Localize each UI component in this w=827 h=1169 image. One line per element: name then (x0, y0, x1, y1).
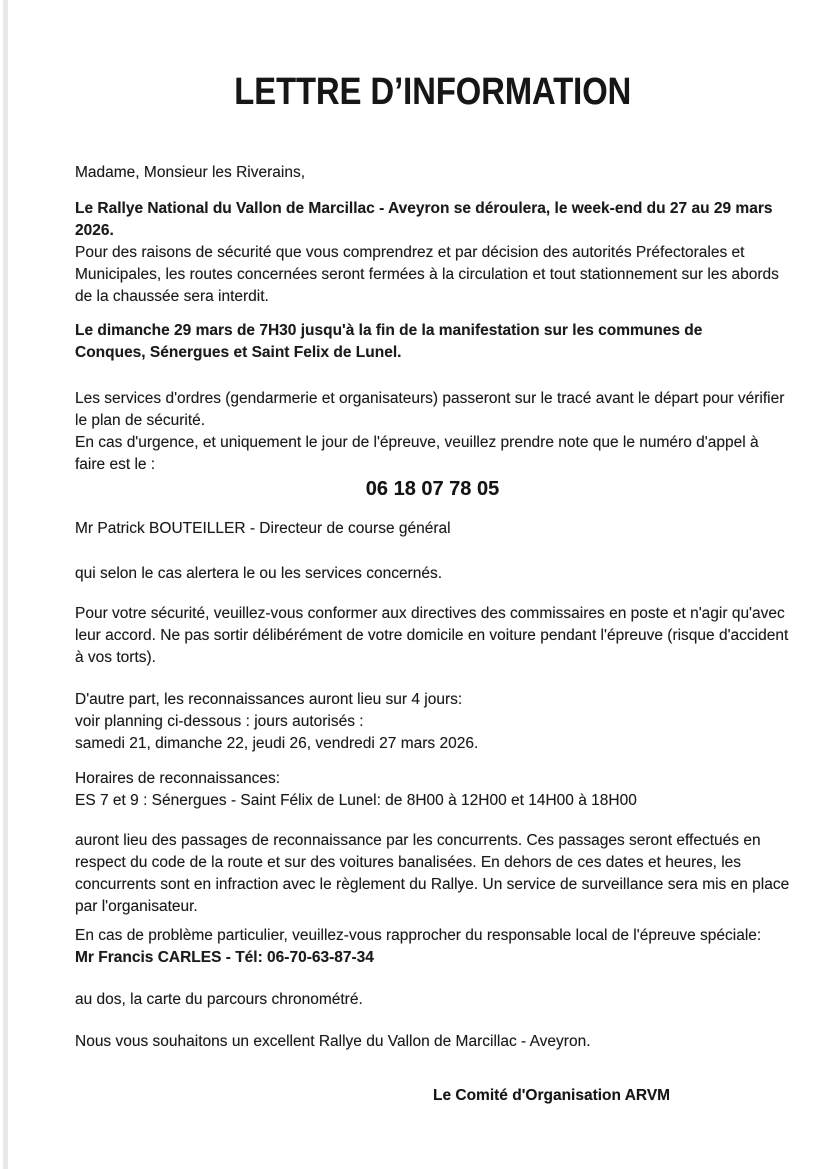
road-closure-line-1: Le dimanche 29 mars de 7H30 jusqu'à la fin de la manifestation sur les communes de (75, 322, 703, 339)
race-director (75, 518, 790, 540)
safety-advice-line-2: leur accord. Ne pas sortir délibérément de votre domicile en voiture pendant l'épreuve (risque d'accident (75, 627, 789, 644)
recon-passages-line-3: concurrents sont en infraction avec le règlement du Rallye. Un service de surveillance sera mis en place (75, 876, 790, 893)
recon-passages-line-2: respect du code de la route et sur des voitures banalisées. En dehors de ces dates et heures, les (75, 854, 742, 871)
map-note (75, 989, 790, 1011)
event-announcement-line-2: 2026. (75, 222, 114, 239)
closing-wish-line: Nous vous souhaitons un excellent Rallye du Vallon de Marcillac - Aveyron. (75, 1033, 591, 1050)
signature-committee (433, 1085, 790, 1107)
paragraph-safety-advice (75, 603, 790, 669)
paragraph-recon-days (75, 689, 790, 755)
event-announcement-line-3: Pour des raisons de sécurité que vous comprendrez et par décision des autorités Préfectorales et (75, 244, 745, 261)
security-services-line-4: faire est le : (75, 456, 156, 473)
race-director-line: Mr Patrick BOUTEILLER - Directeur de course général (75, 520, 451, 537)
signature-line: Le Comité d'Organisation ARVM (433, 1087, 671, 1104)
safety-advice-line-3: à vos torts). (75, 649, 156, 666)
paragraph-road-closure (75, 320, 790, 364)
security-services-line-2: le plan de sécurité. (75, 412, 206, 429)
paragraph-local-contact (75, 925, 790, 969)
recon-days-line-1: D'autre part, les reconnaissances auront lieu sur 4 jours: (75, 691, 463, 708)
safety-advice-line-1: Pour votre sécurité, veuillez-vous conformer aux directives des commissaires en poste et n'agir qu'avec (75, 605, 785, 622)
director-note (75, 563, 790, 585)
recon-days-line-3: samedi 21, dimanche 22, jeudi 26, vendredi 27 mars 2026. (75, 735, 479, 752)
paragraph-event-announcement (75, 198, 790, 308)
recon-hours-line-1: Horaires de reconnaissances: (75, 770, 281, 787)
road-closure-line-2: Conques, Sénergues et Saint Felix de Lunel. (75, 344, 402, 361)
local-contact-intro-line: En cas de problème particulier, veuillez-vous rapprocher du responsable local de l'épreuve spéciale: (75, 927, 762, 944)
event-announcement-line-5: de la chaussée sera interdit. (75, 288, 269, 305)
security-services-line-1: Les services d'ordres (gendarmerie et organisateurs) passeront sur le tracé avant le départ pour vérifier (75, 390, 785, 407)
recon-passages-line-1: auront lieu des passages de reconnaissance par les concurrents. Ces passages seront effectués en (75, 832, 761, 849)
salutation (75, 162, 790, 184)
paragraph-recon-hours (75, 768, 790, 812)
map-note-line: au dos, la carte du parcours chronométré. (75, 991, 363, 1008)
paragraph-recon-passages (75, 830, 790, 918)
scan-edge-artifact (3, 0, 8, 1169)
emergency-phone-number: 06 18 07 78 05 (365, 478, 500, 500)
recon-passages-line-4: par l'organisateur. (75, 898, 198, 915)
director-note-line: qui selon le cas alertera le ou les services concernés. (75, 565, 443, 582)
letter-title (75, 70, 790, 114)
recon-days-line-2: voir planning ci-dessous : jours autorisés : (75, 713, 364, 730)
closing-wish (75, 1031, 790, 1053)
recon-hours-line-2: ES 7 et 9 : Sénergues - Saint Félix de Lunel: de 8H00 à 12H00 et 14H00 à 18H00 (75, 792, 637, 809)
paragraph-security-services (75, 388, 790, 476)
salutation-line: Madame, Monsieur les Riverains, (75, 164, 306, 181)
security-services-line-3: En cas d'urgence, et uniquement le jour de l'épreuve, veuillez prendre note que le numéro d'appel à (75, 434, 759, 451)
local-contact-phone-line: Mr Francis CARLES - Tél: 06-70-63-87-34 (75, 949, 374, 966)
event-announcement-line-4: Municipales, les routes concernées seront fermées à la circulation et tout stationnement sur les abords (75, 266, 779, 283)
event-announcement-line-1: Le Rallye National du Vallon de Marcillac - Aveyron se déroulera, le week-end du 27 au 29 mars (75, 200, 773, 217)
letter-title-text: LETTRE D’INFORMATION (234, 71, 631, 113)
